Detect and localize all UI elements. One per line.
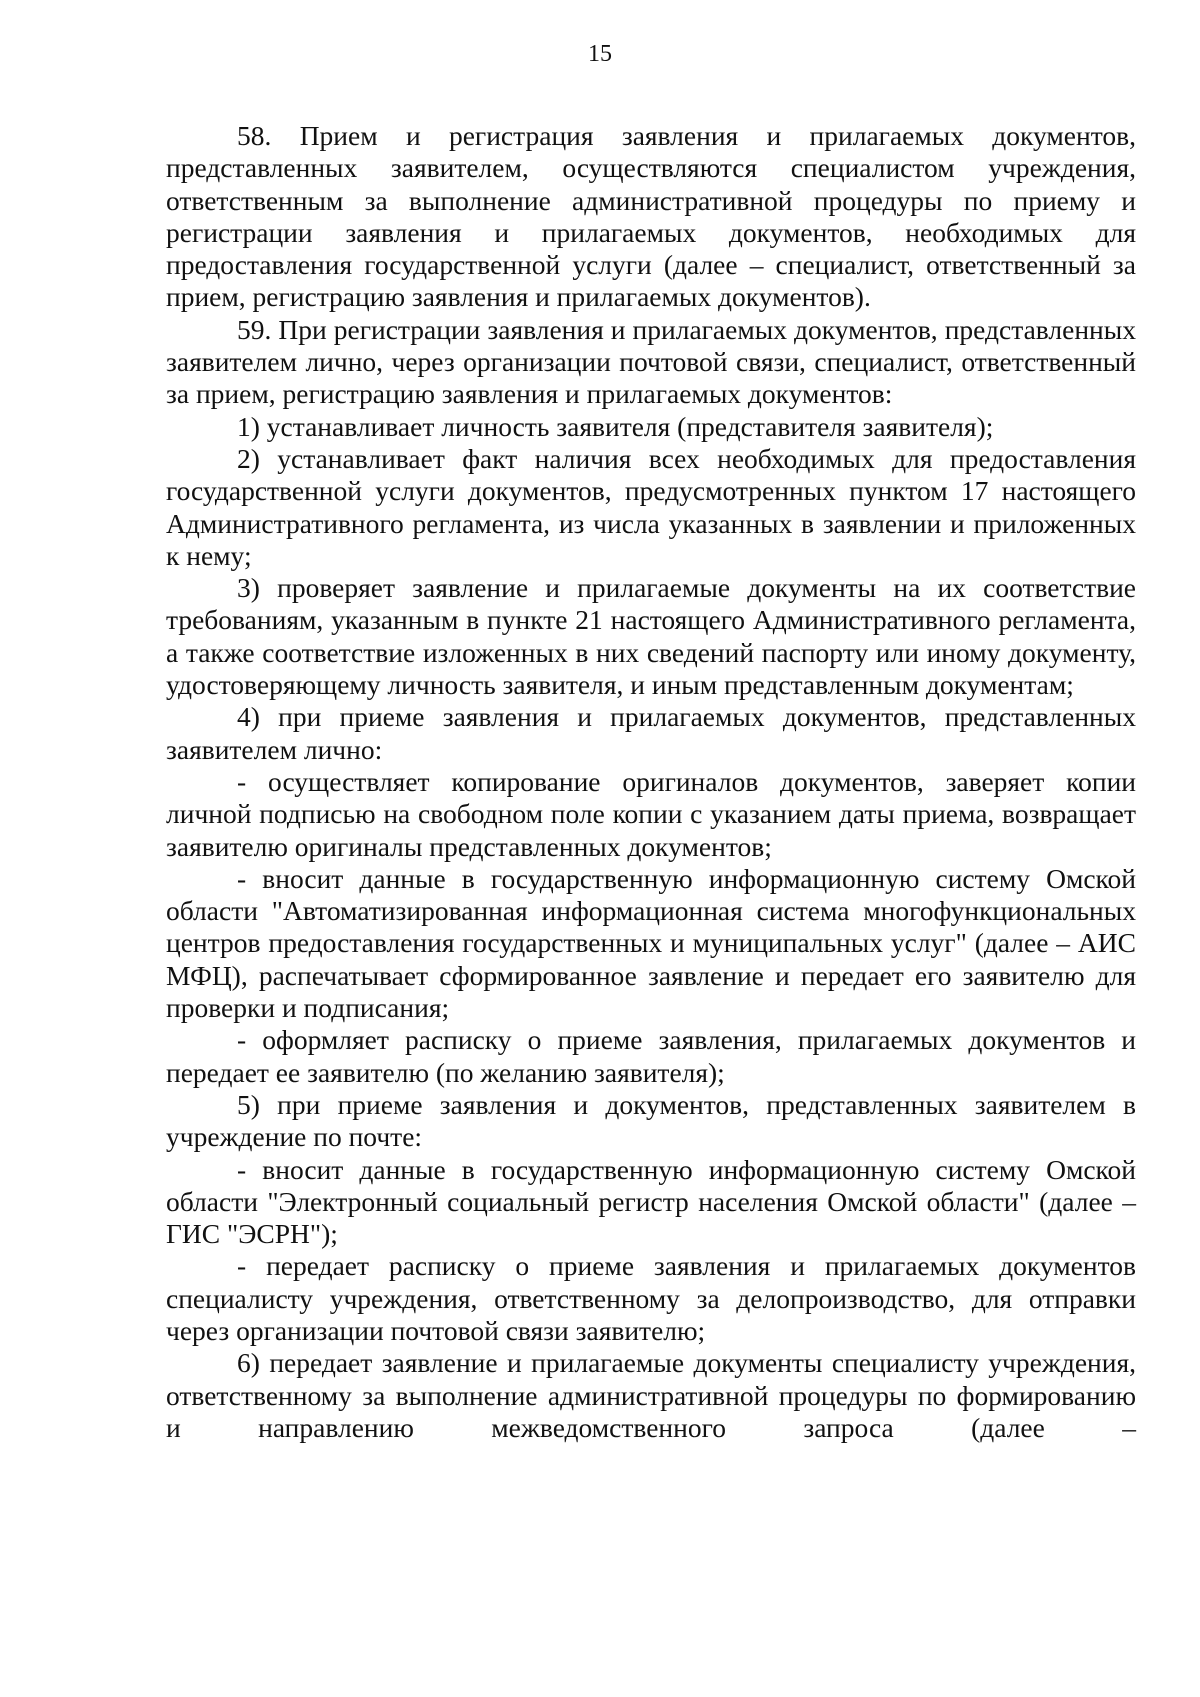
list-item-1: 1) устанавливает личность заявителя (представителя заявителя);	[237, 410, 994, 442]
list-item-4: 4) при приеме заявления и прилагаемых документов, представленных заявителем лично:	[166, 701, 1136, 765]
sub-item-transfer-receipt: - передает расписку о приеме заявления и прилагаемых документов специалисту учреждения, ответственному за делопроизводство, для отправки через организации почтовой связи заявителю;	[166, 1250, 1136, 1346]
document-body	[166, 120, 1136, 1444]
paragraph-58: 58. Прием и регистрация заявления и прилагаемых документов, представленных заявителем, осуществляются специалистом учреждения, ответственным за выполнение административной процедуры по приему и регистрации заявления и прилагаемых документов, необходимых для предоставления государственной услуги (далее – специалист, ответственный за прием, регистрацию заявления и прилагаемых документов).	[166, 120, 1136, 313]
list-item-2: 2) устанавливает факт наличия всех необходимых для предоставления государственной услуги документов, предусмотренных пунктом 17 настоящего Административного регламента, из числа указанных в заявлении и приложенных к нему;	[166, 442, 1136, 571]
sub-item-gis-esrn: - вносит данные в государственную информационную систему Омской области "Электронный социальный регистр населения Омской области" (далее – ГИС "ЭСРН");	[166, 1153, 1136, 1250]
sub-item-receipt: - оформляет расписку о приеме заявления, прилагаемых документов и передает ее заявителю (по желанию заявителя);	[166, 1024, 1136, 1088]
list-item-5: 5) при приеме заявления и документов, представленных заявителем в учреждение по почте:	[166, 1088, 1136, 1153]
sub-item-copying: - осуществляет копирование оригиналов документов, заверяет копии личной подписью на свободном поле копии с указанием даты приема, возвращает заявителю оригиналы представленных документов;	[166, 765, 1136, 862]
paragraph-59: 59. При регистрации заявления и прилагаемых документов, представленных заявителем лично, через организации почтовой связи, специалист, ответственный за прием, регистрацию заявления и прилагаемых документов:	[166, 313, 1136, 410]
page-number: 15	[588, 41, 612, 67]
sub-item-ais-mfc: - вносит данные в государственную информационную систему Омской области "Автоматизированная информационная система многофункциональных центров предоставления государственных и муниципальных услуг" (далее – АИС МФЦ), распечатывает сформированное заявление и передает его заявителю для проверки и подписания;	[166, 862, 1136, 1024]
list-item-3: 3) проверяет заявление и прилагаемые документы на их соответствие требованиям, указанным в пункте 21 настоящего Административного регламента, а также соответствие изложенных в них сведений паспорту или иному документу, удостоверяющему личность заявителя, и иным представленным документам;	[166, 572, 1136, 701]
list-item-6: 6) передает заявление и прилагаемые документы специалисту учреждения, ответственному за выполнение административной процедуры по формированию и направлению межведомственного запроса (далее –	[166, 1347, 1136, 1443]
